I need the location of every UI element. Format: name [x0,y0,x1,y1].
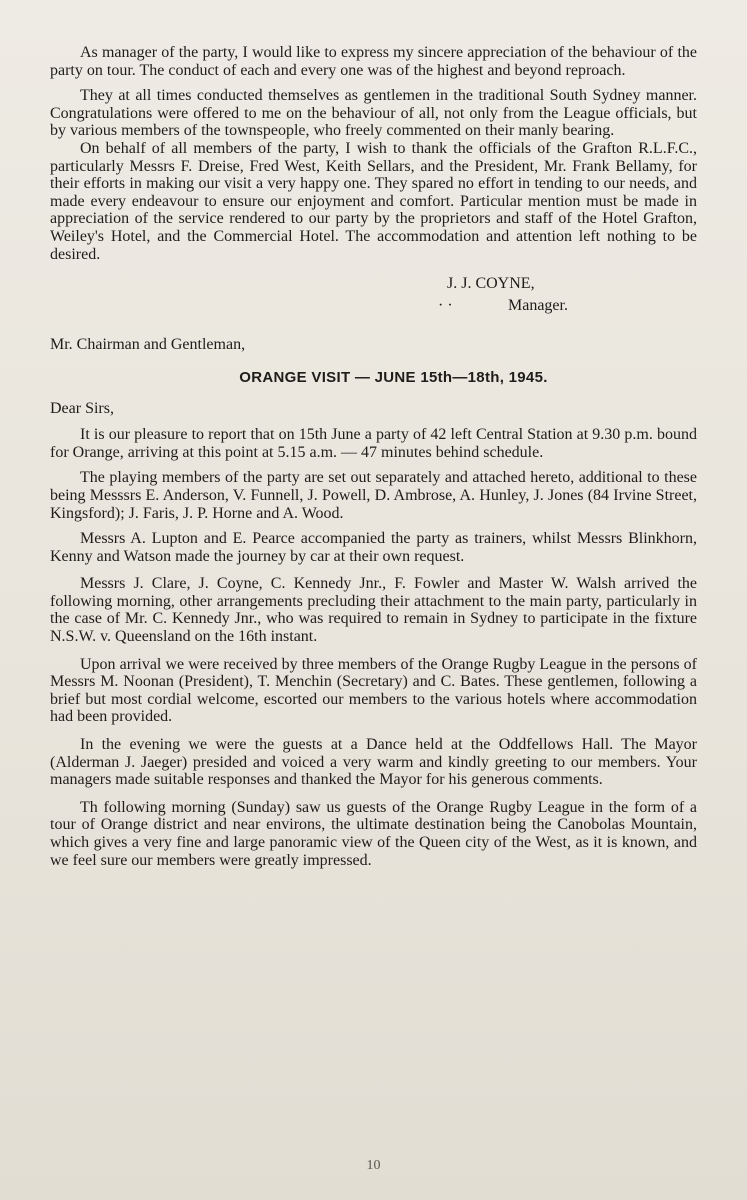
page-number: 10 [366,1158,381,1173]
paragraph: Messrs A. Lupton and E. Pearce accompanied the party as trainers, whilst Messrs Blinkhorn, Kenny and Watson made the journey by car at their own request. [50,530,697,565]
paragraph: Messrs J. Clare, J. Coyne, C. Kennedy Jnr., F. Fowler and Master W. Walsh arrived the following morning, other arrangements precluding their attachment to the main party, particularly in the case of Mr. C. Kennedy Jnr., who was required to remain in Sydney to participate in the fixture N.S.W. v. Queensland on the 16th instant. [50,575,697,646]
letter-orange-visit [50,426,697,869]
paragraph: Th following morning (Sunday) saw us guests of the Orange Rugby League in the form of a tour of Orange district and near environs, the ultimate destination being the Canobolas Mountain, which gives a very fine and large panoramic view of the Queen city of the West, as it is known, and we feel sure our members were greatly impressed. [50,798,697,869]
paragraph: As manager of the party, I would like to express my sincere appreciation of the behaviour of the party on tour. The conduct of each and every one was of the highest and beyond reproach. [50,44,697,79]
section-heading: ORANGE VISIT — JUNE 15th—18th, 1945. [239,369,548,387]
signature-name: J. J. COYNE, [447,275,535,293]
signature-block [50,273,697,317]
paragraph: On behalf of all members of the party, I wish to thank the officials of the Grafton R.L.F.C., particularly Messrs F. Dreise, Fred West, Keith Sellars, and the President, Mr. Frank Bellamy, for their efforts in making our visit a very happy one. They spared no effort in tending to our needs, and made every endeavour to ensure our enjoyment and comfort. Particular mention must be made in appreciation of the service rendered to our party by the proprietors and staff of the Hotel Grafton, Weiley's Hotel, and the Commercial Hotel. The accommodation and attention left nothing to be desired. [50,139,697,263]
letter-manager [50,44,697,317]
greeting: Dear Sirs, [50,400,114,418]
signature-dots: · · [438,297,453,315]
paragraph: The playing members of the party are set out separately and attached hereto, additional to these being Messsrs E. Anderson, V. Funnell, J. Powell, D. Ambrose, A. Hunley, J. Jones (84 Irvine Street, Kingsford); J. Faris, J. P. Horne and A. Wood. [50,469,697,522]
paragraph: It is our pleasure to report that on 15th June a party of 42 left Central Station at 9.30 p.m. bound for Orange, arriving at this point at 5.15 a.m. — 47 minutes behind schedule. [50,426,697,461]
signature-role: Manager. [508,297,568,315]
paragraph: In the evening we were the guests at a Dance held at the Oddfellows Hall. The Mayor (Alderman J. Jaeger) presided and voiced a very warm and kindly greeting to our members. Your managers made suitable responses and thanked the Mayor for his generous comments. [50,736,697,789]
signature-role-line [50,295,697,317]
salutation: Mr. Chairman and Gentleman, [50,336,246,354]
paragraph: They at all times conducted themselves as gentlemen in the traditional South Sydney manner. Congratulations were offered to me on the behaviour of all, not only from the League officials, but by various members of the townspeople, who freely commented on their manly bearing. [50,87,697,140]
paragraph: Upon arrival we were received by three members of the Orange Rugby League in the persons of Messrs M. Noonan (President), T. Menchin (Secretary) and C. Bates. These gentlemen, following a brief but most cordial welcome, escorted our members to the various hotels where accommodation had been provided. [50,655,697,726]
